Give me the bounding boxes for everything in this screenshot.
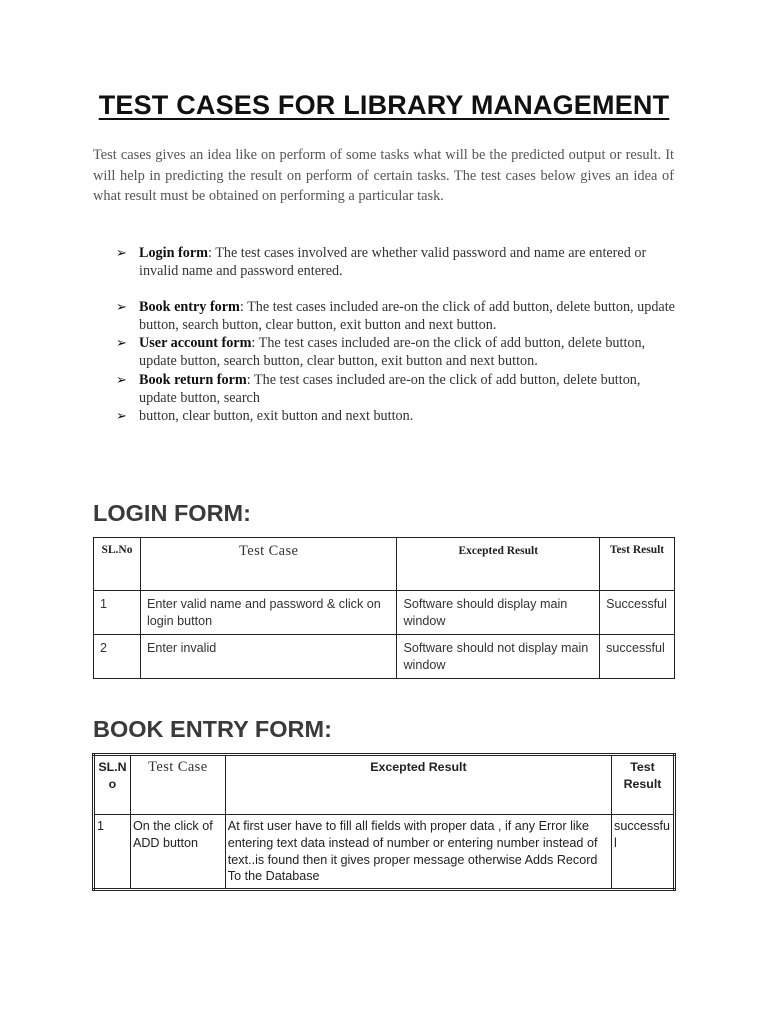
bullet-continuation	[116, 407, 676, 425]
header-sl-no: SL.No	[94, 538, 141, 591]
page-title: TEST CASES FOR LIBRARY MANAGEMENT	[98, 90, 670, 120]
bullet-label: User account form	[139, 335, 252, 352]
cell-sl-no: 1	[94, 591, 141, 635]
header-expected-result: Excepted Result	[225, 755, 611, 815]
bullet-text: button, clear button, exit button and next button.	[139, 408, 414, 425]
cell-test-result: Successful	[600, 591, 675, 635]
cell-test-case: Enter invalid	[140, 635, 396, 679]
cell-expected-result: Software should display main window	[397, 591, 600, 635]
header-expected-result: Excepted Result	[397, 538, 600, 591]
bullet-text: : The test cases included are-on the click of add button, delete button, update button, search button, clear button, exit button and next button.	[139, 335, 646, 370]
cell-test-result: successful	[600, 635, 675, 679]
arrow-bullet-icon: ➢	[116, 335, 127, 351]
cell-test-case: Enter valid name and password & click on login button	[140, 591, 396, 635]
bullet-label: Book entry form	[139, 298, 240, 315]
intro-paragraph: Test cases gives an idea like on perform of some tasks what will be the predicted output or result. It will help in predicting the result on perform of certain tasks. The test cases below gives an idea of what result must be obtained on performing a particular task.	[93, 147, 674, 204]
login-form-heading: LOGIN FORM:	[93, 500, 251, 526]
bullet-text: : The test cases included are-on the click of add button, delete button, update button, search button, clear button, exit button and next button.	[139, 298, 675, 333]
arrow-bullet-icon: ➢	[116, 408, 127, 424]
table-row	[94, 591, 675, 635]
bullet-login-form	[116, 244, 676, 281]
table-row	[94, 635, 675, 679]
arrow-bullet-icon: ➢	[116, 245, 127, 260]
header-test-result: Test Result	[612, 755, 675, 815]
table-row	[94, 815, 675, 890]
arrow-bullet-icon: ➢	[116, 371, 127, 387]
cell-sl-no: 1	[94, 815, 131, 890]
bullet-label: Book return form	[139, 371, 247, 388]
header-test-case: Test Case	[130, 755, 225, 815]
bullet-book-return-form	[116, 371, 676, 408]
login-form-table	[93, 537, 675, 679]
header-test-case: Test Case	[140, 538, 396, 591]
form-bullet-list	[116, 244, 676, 426]
cell-test-result: successful	[612, 815, 675, 890]
bullet-book-entry-form	[116, 298, 676, 335]
bullet-text: : The test cases involved are whether valid password and name are entered or invalid name and password entered.	[139, 245, 647, 280]
header-test-result: Test Result	[600, 538, 675, 591]
bullet-label: Login form	[139, 245, 208, 261]
bullet-user-account-form	[116, 334, 676, 371]
table-header-row	[94, 755, 675, 815]
cell-expected-result: At first user have to fill all fields with proper data , if any Error like entering text data instead of number or entering number instead of text..is found then it gives proper message otherwise Adds Record To the Database	[225, 815, 611, 890]
table-header-row	[94, 538, 675, 591]
header-sl-no: SL.No	[94, 755, 131, 815]
book-entry-form-table	[92, 753, 676, 891]
cell-test-case: On the click of ADD button	[130, 815, 225, 890]
arrow-bullet-icon: ➢	[116, 298, 127, 314]
book-entry-form-heading: BOOK ENTRY FORM:	[93, 716, 332, 742]
cell-sl-no: 2	[94, 635, 141, 679]
cell-expected-result: Software should not display main window	[397, 635, 600, 679]
bullet-text: : The test cases included are-on the click of add button, delete button, update button, search	[139, 371, 641, 407]
